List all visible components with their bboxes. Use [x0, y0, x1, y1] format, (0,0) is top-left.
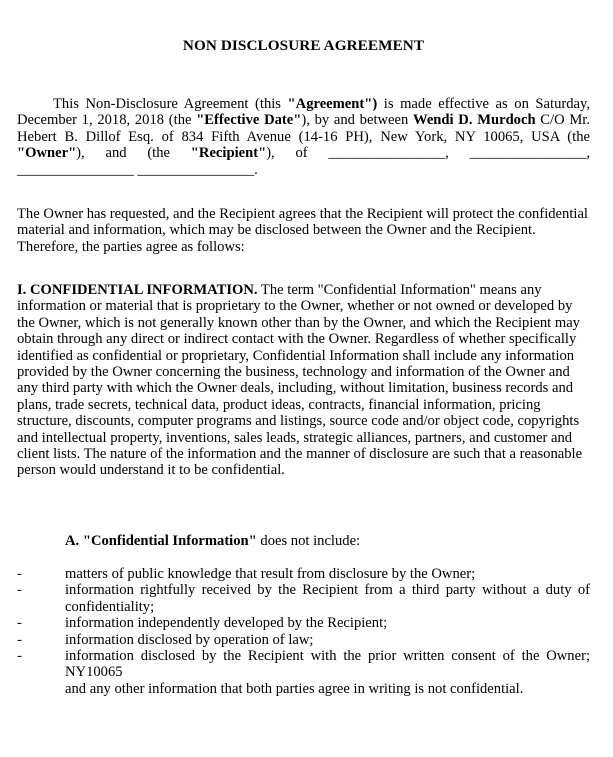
list-item [17, 566, 590, 582]
owner-term: "Owner" [17, 145, 77, 162]
section-1-heading: I. CONFIDENTIAL INFORMATION. [17, 282, 258, 298]
intro-text-6: ), of [266, 145, 329, 162]
purpose-paragraph: The Owner has requested, and the Recipient agrees that the Recipient will protect the confidential material and information, which may be disclosed between the Owner and the Recipient. Therefore, the parties agree as follows: [17, 206, 588, 255]
list-dash: - [17, 615, 22, 632]
closing-line [17, 681, 590, 697]
list-item-text: information disclosed by the Recipient with the prior written consent of the Owner; NY10065 [65, 648, 590, 681]
agreement-term: "Agreement") [287, 96, 378, 112]
intro-text-2: is made effective as on Saturday, December 1, 2018, 2018 (the [17, 96, 590, 129]
closing-text: and any other information that both parties agree in writing is not confidential. [65, 680, 524, 697]
recipient-address-blanks: ________________, ________________, ________________ ________________. [17, 145, 590, 178]
list-dash: - [17, 566, 22, 582]
section-1-body: The term "Confidential Information" means any information or material that is proprietary to the Owner, whether or not owned or developed by the Owner, which is not generally known other than by the Owner, and which the Recipient may obtain through any direct or indirect contact with the Owner. Regardless of whether specifically identified as confidential or proprietary, Confidential Information shall include any information provided by the Owner concerning the business, technology and information of the Owner and any third party with which the Owner deals, including, without limitation, business records and plans, trade secrets, technical data, product ideas, contracts, financial information, pricing structure, discounts, computer programs and listings, source code and/or object code, copyrights and intellectual property, inventions, sales leads, strategic alliances, partners, and customer and client lists. The nature of the information and the manner of disclosure are such that a reasonable person would understand it to be confidential. [17, 282, 583, 479]
list-dash: - [17, 648, 22, 665]
effective-date-term: "Effective Date" [196, 112, 302, 129]
list-item-text: information independently developed by the Recipient; [65, 615, 388, 632]
owner-name: Wendi D. Murdoch [413, 112, 536, 129]
list-item [17, 648, 590, 681]
subsection-a-tail: does not include: [256, 533, 361, 549]
intro-text-1: This Non-Disclosure Agreement (this [53, 96, 288, 112]
intro-text-4: C/O Mr. Hebert B. Dillof Esq. of 834 Fifth Avenue (14-16 PH), New York, NY 10065, USA (the [17, 112, 591, 145]
subsection-a [65, 533, 585, 549]
document-title: NON DISCLOSURE AGREEMENT [182, 37, 425, 54]
intro-text-5: ), and (the [76, 145, 191, 162]
list-dash: - [17, 631, 22, 648]
intro-paragraph [17, 96, 590, 178]
section-confidential-information [17, 282, 590, 479]
list-item-text: information rightfully received by the Recipient from a third party without a duty of confidentiality; [65, 582, 590, 615]
list-item [17, 632, 590, 648]
list-item [17, 582, 590, 615]
list-item-text: matters of public knowledge that result from disclosure by the Owner; [65, 566, 476, 582]
recipient-term: "Recipient" [190, 145, 267, 162]
subsection-a-heading: A. "Confidential Information" [65, 533, 257, 549]
list-item-text: information disclosed by operation of law; [65, 631, 314, 648]
list-dash: - [17, 582, 22, 599]
list-item [17, 615, 590, 631]
intro-text-3: ), by and between [301, 112, 414, 129]
exclusions-list [17, 566, 590, 697]
